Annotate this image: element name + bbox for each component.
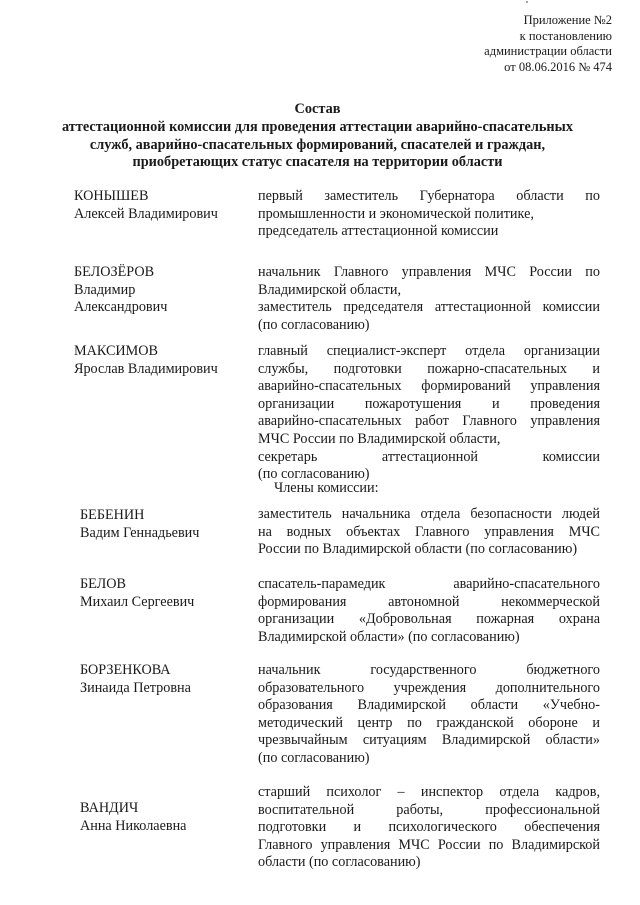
member-role xyxy=(258,506,600,559)
role-line: организации «Добровольная пожарная охрана xyxy=(258,611,600,628)
surname: БЕБЕНИН xyxy=(80,507,145,523)
role-line: образования Владимирской области «Учебно- xyxy=(258,697,600,714)
members-label: Члены комиссии: xyxy=(274,480,379,496)
role-line: заместитель председателя аттестационной комиссии xyxy=(258,299,600,316)
role-line: начальник государственного бюджетного xyxy=(258,662,600,678)
role-line: области (по согласованию) xyxy=(258,854,421,871)
role-line: аварийно-спасательных формирований управления xyxy=(258,378,600,395)
title-line: Состав xyxy=(294,101,341,117)
role-line: подготовки и психологического обеспечения xyxy=(258,819,600,836)
given-names: Алексей Владимирович xyxy=(74,205,218,222)
member-name xyxy=(74,188,218,223)
surname: МАКСИМОВ xyxy=(74,343,159,359)
role-line: чрезвычайным ситуациям Владимирской области» xyxy=(258,732,600,749)
member-role xyxy=(258,343,600,484)
given-names: Александрович xyxy=(74,299,168,316)
surname: КОНЫШЕВ xyxy=(74,188,149,204)
role-line: МЧС России по Владимирской области, xyxy=(258,430,501,447)
role-line: главный специалист-эксперт отдела организации xyxy=(258,343,600,359)
member-name xyxy=(80,662,191,697)
role-line: промышленности и экономической политике, xyxy=(258,205,534,222)
surname: БЕЛОЗЁРОВ xyxy=(74,264,155,280)
member-name xyxy=(80,800,186,835)
member-name xyxy=(80,507,199,542)
role-line: начальник Главного управления МЧС России по xyxy=(258,264,600,280)
member-role xyxy=(258,188,600,241)
scan-speck xyxy=(526,1,528,3)
member-role xyxy=(258,784,600,872)
member-role xyxy=(258,576,600,646)
appendix-line: от 08.06.2016 № 474 xyxy=(504,59,612,74)
given-names: Зинаида Петровна xyxy=(80,679,191,696)
role-line: России по Владимирской области (по согласованию) xyxy=(258,541,578,558)
surname: БОРЗЕНКОВА xyxy=(80,662,171,678)
role-line: председатель аттестационной комиссии xyxy=(258,223,499,240)
role-line: (по согласованию) xyxy=(258,466,370,483)
member-role xyxy=(258,662,600,768)
appendix-header xyxy=(452,13,612,75)
surname: ВАНДИЧ xyxy=(80,800,139,816)
given-names: Анна Николаевна xyxy=(80,817,187,834)
appendix-line: Приложение №2 xyxy=(523,13,612,27)
role-line: (по согласованию) xyxy=(258,749,370,766)
role-line: первый заместитель Губернатора области по xyxy=(258,188,600,204)
role-line: аварийно-спасательных работ Главного управления xyxy=(258,413,600,430)
member-name xyxy=(80,576,194,611)
role-line: формирования автономной некоммерческой xyxy=(258,593,600,610)
role-line: старший психолог – инспектор отдела кадров, xyxy=(258,784,600,800)
title-line: аттестационной комиссии для проведения аттестации аварийно-спасательных xyxy=(62,118,573,135)
role-line: заместитель начальника отдела безопасности людей xyxy=(258,506,600,522)
title-line: служб, аварийно-спасательных формирований, спасателей и граждан, xyxy=(89,136,546,153)
given-names: Вадим Геннадьевич xyxy=(80,524,200,541)
member-role xyxy=(258,264,600,334)
role-line: службы, подготовки пожарно-спасательных и xyxy=(258,360,600,377)
given-names: Ярослав Владимирович xyxy=(74,360,218,377)
role-line: Главного управления МЧС России по Владимирской xyxy=(258,836,600,853)
role-line: воспитательной работы, профессиональной xyxy=(258,801,600,818)
role-line: спасатель-парамедик аварийно-спасательного xyxy=(258,576,600,592)
member-name xyxy=(74,343,218,378)
role-line: Владимирской области» (по согласованию) xyxy=(258,628,520,645)
given-names: Михаил Сергеевич xyxy=(80,593,195,610)
member-name xyxy=(74,264,167,317)
role-line: организации пожаротушения и проведения xyxy=(258,395,600,412)
role-line: методический центр по гражданской обороне и xyxy=(258,714,600,731)
role-line: на водных объектах Главного управления МЧС xyxy=(258,523,600,540)
appendix-line: администрации области xyxy=(484,44,612,59)
title-line: приобретающих статус спасателя на территории области xyxy=(132,154,503,171)
surname: БЕЛОВ xyxy=(80,576,126,592)
role-line: (по согласованию) xyxy=(258,316,370,333)
appendix-line: к постановлению xyxy=(519,28,612,43)
given-names: Владимир xyxy=(74,281,136,298)
role-line: образовательного учреждения дополнительного xyxy=(258,679,600,696)
role-line: секретарь аттестационной комиссии xyxy=(258,448,600,465)
role-line: Владимирской области, xyxy=(258,281,401,298)
document-title xyxy=(30,101,605,172)
